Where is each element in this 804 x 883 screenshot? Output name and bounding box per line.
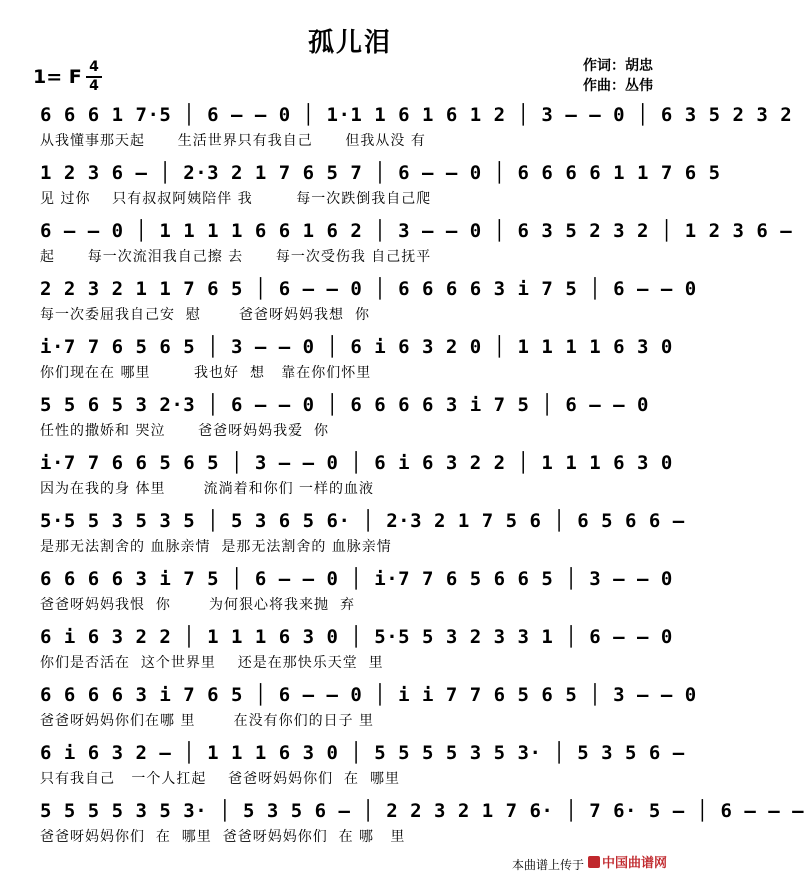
score-row — [40, 742, 685, 798]
lyrics-line: 只有我自己 一个人扛起 爸爸呀妈妈你们 在 哪里 — [40, 771, 400, 787]
site-name: 中国曲谱网 — [602, 856, 668, 871]
site-logo[interactable] — [588, 852, 667, 871]
lyrics-line: 因为在我的身 体里 流淌着和你们 一样的血液 — [40, 481, 375, 497]
score-row — [40, 220, 793, 276]
lyrics-line: 任性的撒娇和 哭泣 爸爸呀妈妈我爱 你 — [40, 423, 330, 439]
score-row — [40, 452, 673, 508]
score-row — [40, 394, 665, 450]
score-row — [40, 162, 721, 218]
notation-line: i·7 7 6 6 5 6 5 │ 3 — — 0 │ 6 i 6 3 2 2 │ 1 1 1 6 3 0 — [40, 452, 673, 474]
lyrics-line: 爸爸呀妈妈你们在哪 里 在没有你们的日子 里 — [40, 713, 375, 729]
site-logo-icon — [588, 856, 600, 868]
lyrics-line: 爸爸呀妈妈你们 在 哪里 爸爸呀妈妈你们 在 哪 里 — [40, 829, 406, 845]
notation-line: 6 i 6 3 2 2 │ 1 1 1 6 3 0 │ 5·5 5 3 2 3 3 1 │ 6 — — 0 — [40, 626, 673, 648]
notation-line: 2 2 3 2 1 1 7 6 5 │ 6 — — 0 │ 6 6 6 6 3 i 7 5 │ 6 — — 0 — [40, 278, 697, 300]
lyrics-line: 见 过你 只有叔叔阿姨陪伴 我 每一次跌倒我自己爬 — [40, 191, 432, 207]
score-row — [40, 626, 673, 682]
notation-line: 6 6 6 1 7·5 │ 6 — — 0 │ 1·1 1 6 1 6 1 2 │ 3 — — 0 │ 6 3 5 2 3 2 — [40, 104, 793, 126]
upload-note: 本曲谱上传于 — [512, 858, 585, 872]
time-signature-top: 4 — [89, 59, 99, 75]
song-title: 孤儿泪 — [307, 28, 392, 58]
lyrics-line: 你们现在在 哪里 我也好 想 靠在你们怀里 — [40, 365, 372, 381]
notation-line: 5·5 5 3 5 3 5 │ 5 3 6 5 6· │ 2·3 2 1 7 5 6 │ 6 5 6 6 — — [40, 510, 685, 532]
notation-line: i·7 7 6 5 6 5 │ 3 — — 0 │ 6 i 6 3 2 0 │ 1 1 1 1 6 3 0 — [40, 336, 673, 358]
time-signature-bottom: 4 — [89, 78, 99, 94]
score-row — [40, 104, 793, 160]
notation-line: 6 — — 0 │ 1 1 1 1 6 6 1 6 2 │ 3 — — 0 │ 6 3 5 2 3 2 │ 1 2 3 6 — — [40, 220, 793, 242]
notation-line: 6 i 6 3 2 — │ 1 1 1 6 3 0 │ 5 5 5 5 3 5 3· │ 5 3 5 6 — — [40, 742, 685, 764]
notation-line: 6 6 6 6 3 i 7 6 5 │ 6 — — 0 │ i i 7 7 6 5 6 5 │ 3 — — 0 — [40, 684, 697, 706]
notation-line: 1 2 3 6 — │ 2·3 2 1 7 6 5 7 │ 6 — — 0 │ 6 6 6 6 1 1 7 6 5 — [40, 162, 721, 184]
lyrics-line: 起 每一次流泪我自己擦 去 每一次受伤我 自己抚平 — [40, 249, 432, 265]
score-row — [40, 568, 673, 624]
lyrics-line: 爸爸呀妈妈我恨 你 为何狠心将我来抛 弃 — [40, 597, 355, 613]
notation-line: 5 5 6 5 3 2·3 │ 6 — — 0 │ 6 6 6 6 3 i 7 5 │ 6 — — 0 — [40, 394, 649, 416]
time-signature — [86, 60, 102, 94]
notation-line: 6 6 6 6 3 i 7 5 │ 6 — — 0 │ i·7 7 6 5 6 6 5 │ 3 — — 0 — [40, 568, 673, 590]
lyrics-line: 每一次委屈我自己安 慰 爸爸呀妈妈我想 你 — [40, 307, 370, 323]
score-row — [40, 684, 697, 740]
credits — [583, 56, 653, 96]
score-row — [40, 336, 673, 392]
notation-line: 5 5 5 5 3 5 3· │ 5 3 5 6 — │ 2 2 3 2 1 7 6· │ 7 6· 5 — │ 6 — — — — [40, 800, 804, 822]
lyrics-line: 是那无法割舍的 血脉亲情 是那无法割舍的 血脉亲情 — [40, 539, 392, 555]
score-row — [40, 800, 804, 856]
score-row — [40, 510, 685, 566]
score-row — [40, 278, 697, 334]
key-signature: 1= F — [33, 66, 82, 88]
composer-credit: 作曲：丛伟 — [583, 78, 653, 94]
lyrics-line: 从我懂事那天起 生活世界只有我自己 但我从没 有 — [40, 133, 426, 149]
lyrics-line: 你们是否活在 这个世界里 还是在那快乐天堂 里 — [40, 655, 384, 671]
lyricist-credit: 作词：胡忠 — [583, 58, 653, 74]
